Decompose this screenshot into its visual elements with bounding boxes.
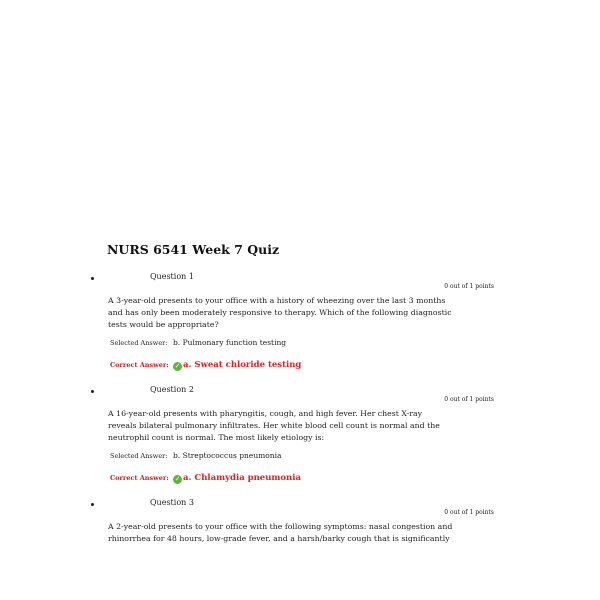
selected-answer-value: b. Pulmonary function testing xyxy=(173,338,287,347)
list-bullet xyxy=(91,390,94,393)
list-bullet xyxy=(91,503,94,506)
correct-answer-value: a. Chlamydia pneumonia xyxy=(183,473,301,483)
correct-answer-label: Correct Answer: xyxy=(110,474,169,482)
question-text: A 2-year-old presents to your office with the following symptoms: nasal congestion and rhinorrhea for 48 hours, low-grade fever, and a harsh/barky cough that is significantly xyxy=(108,522,453,543)
correct-answer-label: Correct Answer: xyxy=(110,361,169,369)
question-text: A 16-year-old presents with pharyngitis, cough, and high fever. Her chest X-ray reveals bilateral pulmonary infiltrates. Her white blood cell count is normal and the neutrophil count is normal. The most likely etiology is: xyxy=(108,409,440,442)
quiz-title: NURS 6541 Week 7 Quiz xyxy=(107,242,280,257)
correct-answer-row xyxy=(110,360,301,371)
question-text: A 3-year-old presents to your office with a history of wheezing over the last 3 months and has only been moderately responsive to therapy. Which of the following diagnostic tests would be appropriate? xyxy=(108,296,452,329)
list-bullet xyxy=(91,277,94,280)
question-points: 0 out of 1 points xyxy=(444,283,494,290)
correct-answer-value: a. Sweat chloride testing xyxy=(183,360,302,370)
selected-answer-label: Selected Answer: xyxy=(110,339,168,347)
check-circle-icon: ✓ xyxy=(174,362,181,370)
selected-answer-value: b. Streptococcus pneumonia xyxy=(173,451,282,460)
question-points: 0 out of 1 points xyxy=(444,509,494,516)
question-label: Question 2 xyxy=(150,385,194,394)
selected-answer-row xyxy=(110,338,286,347)
correct-answer-row xyxy=(110,473,301,484)
question-label: Question 1 xyxy=(150,272,194,281)
question-points: 0 out of 1 points xyxy=(444,396,494,403)
check-circle-icon: ✓ xyxy=(174,475,181,483)
selected-answer-row xyxy=(110,451,281,460)
selected-answer-label: Selected Answer: xyxy=(110,452,168,460)
question-label: Question 3 xyxy=(150,498,194,507)
